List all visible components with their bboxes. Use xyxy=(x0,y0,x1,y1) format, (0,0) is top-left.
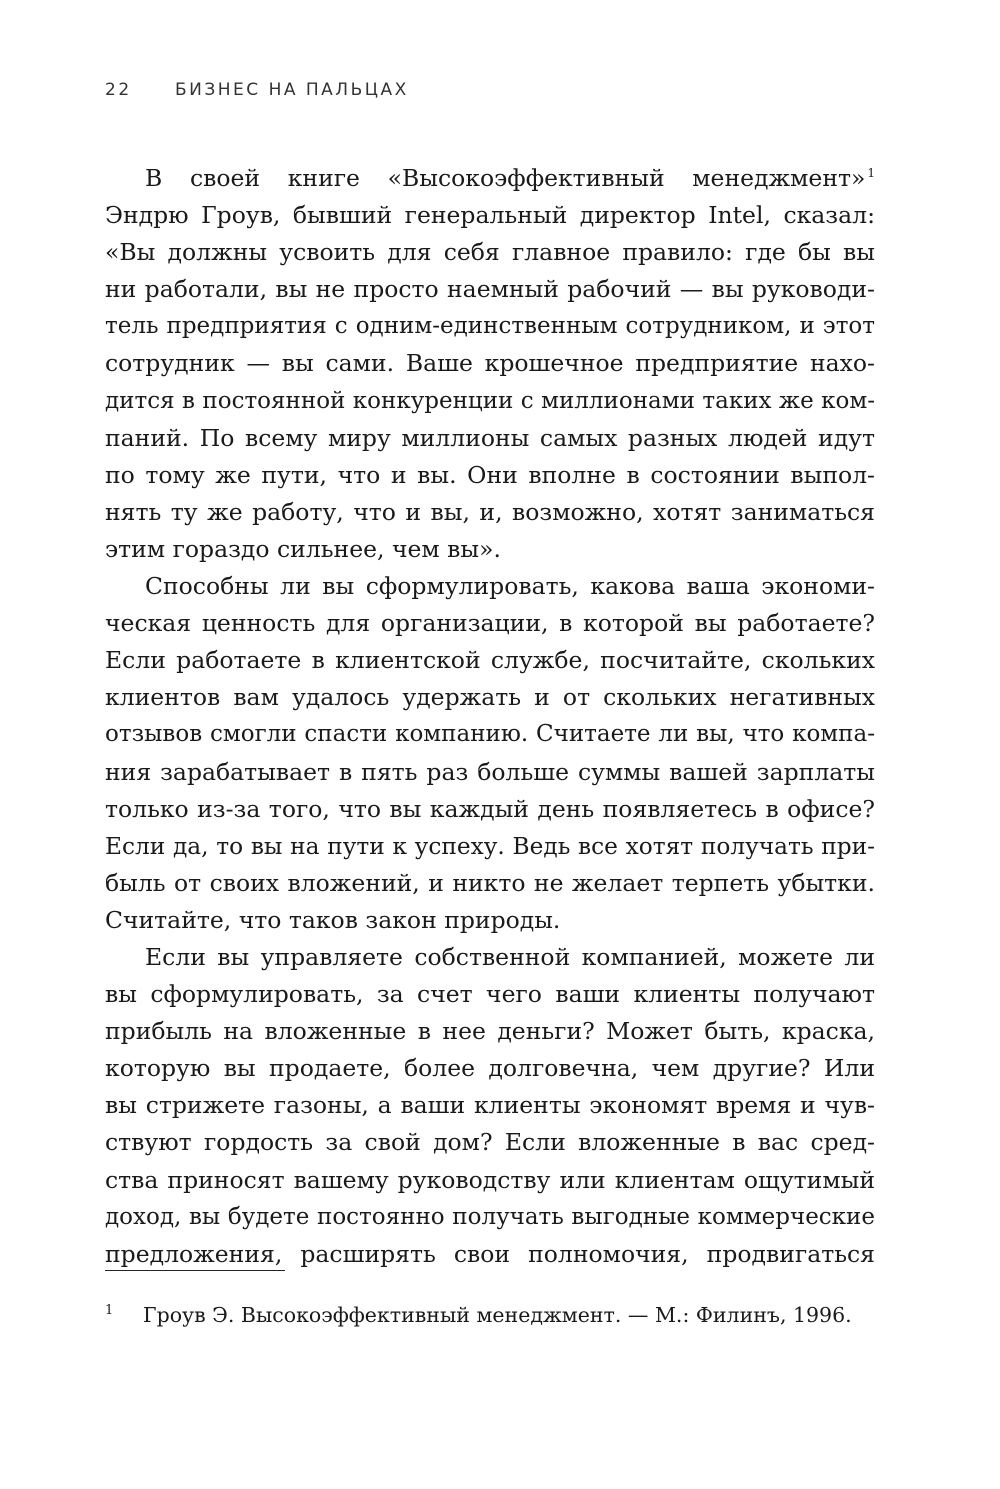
text-line: только из-за того, что вы каждый день появляетесь в офисе? xyxy=(105,794,875,823)
text-line: доход, вы будете постоянно получать выгодные коммерческие xyxy=(105,1203,875,1230)
text-line: вы сформулировать, за счет чего ваши клиенты получают xyxy=(105,980,875,1009)
text-line: прибыль на вложенные в нее деньги? Может быть, краска, xyxy=(105,1017,875,1046)
running-header xyxy=(105,80,409,106)
text-line: по тому же пути, что и вы. Они вполне в состоянии выпол- xyxy=(105,460,875,489)
body-text xyxy=(105,160,875,1273)
footnote-reference[interactable]: 1 xyxy=(867,166,875,181)
text-line: этим гораздо сильнее, чем вы». xyxy=(105,534,501,563)
text-line: ства приносят вашему руководству или клиентам ощутимый xyxy=(105,1165,875,1194)
text-line: ни работали, вы не просто наемный рабочий — вы руководи- xyxy=(105,275,875,304)
text-line: Если работаете в клиентской службе, посчитайте, скольких xyxy=(105,646,875,675)
text-line: клиентов вам удалось удержать и от скольких негативных xyxy=(105,683,875,712)
text-line: отзывов смогли спасти компанию. Считаете ли вы, что компа- xyxy=(105,721,875,748)
text-line: нять ту же работу, что и вы, и, возможно, хотят заниматься xyxy=(105,497,875,526)
text-line: которую вы продаете, более долговечна, чем другие? Или xyxy=(105,1054,875,1083)
footnote-number: 1 xyxy=(105,1303,114,1318)
text-line: «Вы должны усвоить для себя главное правило: где бы вы xyxy=(105,238,875,267)
text-line: Если да, то вы на пути к успеху. Ведь все хотят получать при- xyxy=(105,832,875,860)
text-line: ствуют гордость за свой дом? Если вложенные в вас сред- xyxy=(105,1128,875,1157)
footnote xyxy=(105,1300,875,1330)
text-line: быль от своих вложений, и никто не желает терпеть убытки. xyxy=(105,868,875,897)
text-line: В своей книге «Высокоэффективный менеджмент» $^1$ xyxy=(145,164,875,192)
text-line: ческая ценность для организации, в которой вы работаете? xyxy=(105,609,875,638)
footnote-text: Гроув Э. Высокоэффективный менеджмент. — М.: Филинъ, 1996. xyxy=(143,1303,852,1327)
text-line: предложения, расширять свои полномочия, продвигаться xyxy=(105,1239,875,1268)
text-line: тель предприятия с одним-единственным сотрудником, и этот xyxy=(105,313,875,340)
text-line: паний. По всему миру миллионы самых разных людей идут xyxy=(105,423,875,452)
text-line: Считайте, что таков закон природы. xyxy=(105,905,561,934)
page-number: 22 xyxy=(105,80,132,100)
text-line: ния зарабатывает в пять раз больше суммы вашей зарплаты xyxy=(105,757,875,786)
text-line: дится в постоянной конкуренции с миллионами таких же ком- xyxy=(105,387,875,414)
footnote-divider xyxy=(105,1270,285,1271)
text-line: Если вы управляете собственной компанией, можете ли xyxy=(145,942,875,971)
running-title: БИЗНЕС НА ПАЛЬЦАХ xyxy=(175,80,409,100)
text-line: вы стрижете газоны, а ваши клиенты экономят время и чув- xyxy=(105,1091,875,1120)
text-line: Эндрю Гроув, бывший генеральный директор Intel, сказал: xyxy=(105,201,875,230)
text-line: сотрудник — вы сами. Ваше крошечное предприятие нахо- xyxy=(105,349,875,378)
text-line: Способны ли вы сформулировать, какова ваша экономи- xyxy=(145,572,875,601)
